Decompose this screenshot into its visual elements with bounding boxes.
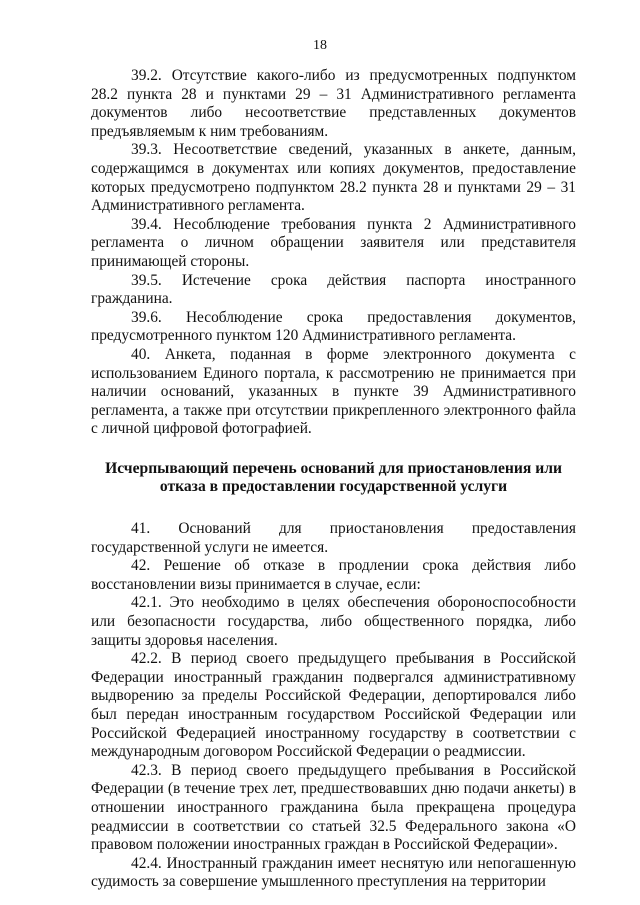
paragraph-42-1: 42.1. Это необходимо в целях обеспечения обороноспособности или безопасности государства, либо общественного порядка, либо защиты здоровья населения. <box>91 594 576 649</box>
page-number: 18 <box>313 38 327 53</box>
paragraph-39-3: 39.3. Несоответствие сведений, указанных в анкете, данным, содержащимся в документах или копиях документов, предоставление которых предусмотрено подпунктом 28.2 пункта 28 и пунктами 29 – 31 Административного регламента. <box>91 141 576 215</box>
paragraph-42: 42. Решение об отказе в продлении срока действия либо восстановлении визы принимается в случае, если: <box>91 557 576 593</box>
paragraph-42-4: 42.4. Иностранный гражданин имеет неснятую или непогашенную судимость за совершение умышленного преступления на территории <box>91 854 576 891</box>
paragraph-41: 41. Оснований для приостановления предоставления государственной услуги не имеется. <box>91 520 576 556</box>
paragraph-40: 40. Анкета, поданная в форме электронного документа с использованием Единого портала, к рассмотрению не принимается при наличии оснований, указанных в пункте 39 Административного регламента, а также при отсутствии прикрепленного электронного файла с личной цифровой фотографией. <box>91 345 576 438</box>
section-heading: Исчерпывающий перечень оснований для приостановления или отказа в предоставлении государственной услуги <box>105 459 562 496</box>
paragraph-39-6: 39.6. Несоблюдение срока предоставления документов, предусмотренного пунктом 120 Административного регламента. <box>91 308 576 345</box>
paragraph-39-2: 39.2. Отсутствие какого-либо из предусмотренных подпунктом 28.2 пункта 28 и пунктами 29 – 31 Административного регламента документов либо несоответствие представленных документов предъявляемым к ним требованиям. <box>91 67 576 140</box>
paragraph-42-3: 42.3. В период своего предыдущего пребывания в Российской Федерации (в течение трех лет, предшествовавших дню подачи анкеты) в отношении иностранного гражданина была прекращена процедура реадмиссии в соответствии со статьей 32.5 Федерального закона «О правовом положении иностранных граждан в Российской Федерации». <box>91 761 576 854</box>
paragraph-39-4: 39.4. Несоблюдение требования пункта 2 Административного регламента о личном обращении заявителя или представителя принимающей стороны. <box>91 215 576 270</box>
paragraph-42-2: 42.2. В период своего предыдущего пребывания в Российской Федерации иностранный гражданин подвергался административному выдворению за пределы Российской Федерации, депортировался либо был передан иностранным государством Российской Федерации или Российской Федерацией иностранному государству в соответствии с международным договором Российской Федерации о реадмиссии. <box>91 650 576 761</box>
paragraph-39-5: 39.5. Истечение срока действия паспорта иностранного гражданина. <box>91 271 576 308</box>
document-body <box>91 67 576 892</box>
